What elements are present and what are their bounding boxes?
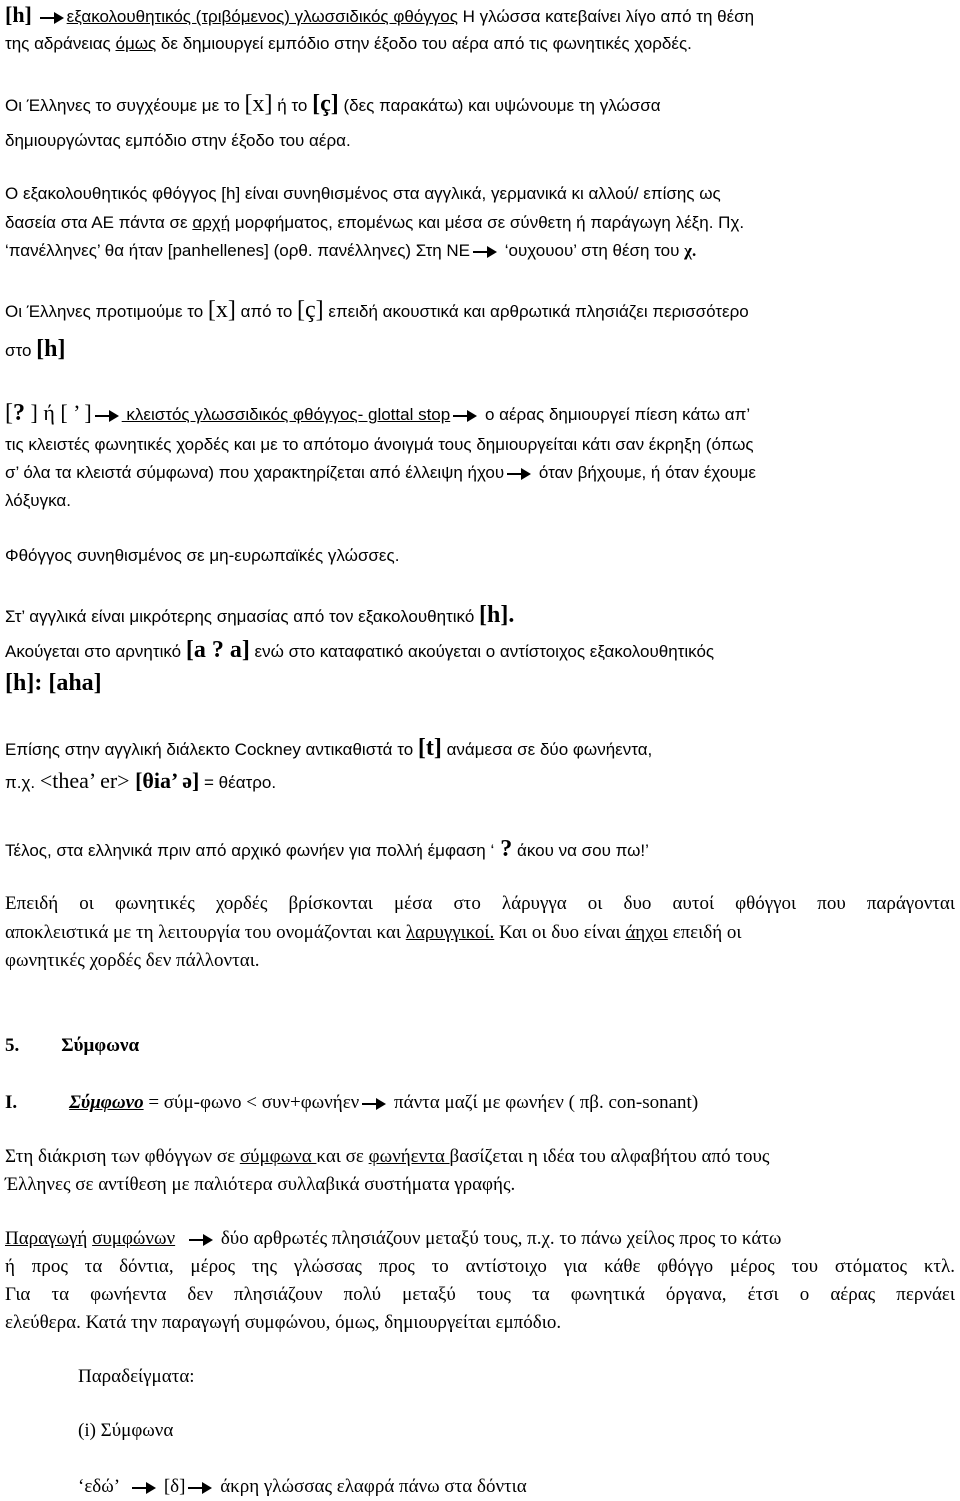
paragraph-line: [5, 212, 955, 234]
underlined-word: Παραγωγή: [5, 1228, 88, 1249]
underlined-word: σύμφωνα: [239, 1146, 317, 1167]
paragraph-line: [5, 240, 955, 262]
underlined-word: άηχοι: [625, 922, 668, 943]
text: επειδή ακουστικά και αρθρωτικά πλησιάζει περισσότερο: [323, 302, 749, 321]
text: της αδράνειας: [5, 34, 116, 53]
paragraph-line: (i) Σύμφωνα: [78, 1420, 174, 1441]
text: βασίζεται η ιδέα του αλφαβήτου από τους: [449, 1146, 770, 1167]
phonetic-symbol: [h]: [36, 336, 66, 362]
text: όταν βήχουμε, ή όταν έχουμε: [534, 463, 756, 482]
paragraph-line: τις κλειστές φωνητικές χορδές και με το απότομο άνοιγμά τους δημιουργείται κάτι σαν έκρηξη (όπως: [5, 435, 754, 454]
text: μορφήματος, επομένως και μέσα σε σύνθετη ή παράγωγη λέξη. Πχ.: [230, 213, 745, 232]
phonetic-symbol: [ç]: [312, 91, 339, 117]
right-arrow-icon: [507, 468, 531, 480]
phonetic-symbol: [h]: [5, 2, 32, 27]
paragraph-line: [5, 922, 955, 944]
text: ‘ουχουου’ στη θέση του: [500, 241, 685, 260]
text: Επίσης στην αγγλική διάλεκτο Cockney αντικαθιστά το: [5, 740, 418, 759]
paragraph-line: Επειδή οι φωνητικές χορδές βρίσκονται μέσα στο λάρυγγα οι δυο αυτοί φθόγγοι που παράγονται: [5, 893, 955, 914]
text: άκου να σου πω!’: [512, 841, 649, 860]
text: Στη διάκριση των φθόγγων σε: [5, 1146, 240, 1167]
text: ενώ στο καταφατικό ακούγεται ο αντίστοιχος εξακολουθητικός: [249, 642, 715, 661]
text: Ακούγεται στο αρνητικό: [5, 642, 186, 661]
paragraph-line: [5, 1146, 955, 1168]
paragraph-line: [5, 338, 955, 362]
text: = θέατρο.: [199, 773, 277, 792]
section-heading: [5, 1035, 955, 1057]
text: άκρη γλώσσας ελαφρά πάνω στα δόντια: [215, 1476, 527, 1497]
paragraph-line: [5, 1092, 955, 1114]
text: επειδή οι: [667, 922, 742, 943]
example-word: <thea’ er>: [39, 768, 130, 793]
text: Οι Έλληνες προτιμούμε το: [5, 302, 208, 321]
paragraph-line: Για τα φωνήεντα δεν πλησιάζουν πολύ μεταξύ τους τα φωνητικά όργανα, έτσι ο αέρας περνάει: [5, 1284, 955, 1305]
paragraph-line: [5, 770, 955, 794]
underlined-word: συμφώνων: [92, 1228, 176, 1249]
section-number: 5.: [5, 1035, 20, 1056]
paragraph-line: Φθόγγος συνηθισμένος σε μη-ευρωπαϊκές γλώσσες.: [5, 546, 400, 565]
paragraph-line: [5, 639, 955, 663]
underlined-word: φωνήεντα: [368, 1146, 450, 1167]
paragraph-line: ή προς τα δόντια, μέρος της γλώσσας προς το αντίστοιχο για κάθε φθόγγο μέρος του στόματος κτλ.: [5, 1256, 955, 1277]
paragraph-line: [5, 737, 955, 761]
paragraph-line: [5, 604, 955, 628]
text: σ’ όλα τα κλειστά σύμφωνα) που χαρακτηρίζεται από έλλειψη ήχου: [5, 463, 505, 482]
text: αποκλειστικά με τη λειτουργία του ονομάζονται και: [5, 922, 406, 943]
phonetic-symbol: [x]: [207, 297, 236, 323]
text: Τέλος, στα ελληνικά πριν από αρχικό φωνήεν για πολλή έμφαση ‘: [5, 841, 495, 860]
text: ή το: [272, 96, 313, 115]
glottal-symbol: ?: [13, 400, 25, 426]
term: κλειστός γλωσσιδικός φθόγγος- glottal stop: [121, 405, 451, 424]
text: ανάμεσα σε δύο φωνήεντα,: [441, 740, 653, 759]
phonetic-transcription: [θia’ ə]: [129, 768, 200, 793]
right-arrow-icon: [453, 410, 477, 422]
phonetic-symbol: [x]: [244, 91, 273, 117]
text: και σε: [316, 1146, 369, 1167]
underlined-word: αρχή: [192, 213, 231, 232]
paragraph-line: δημιουργώντας εμπόδιο στην έξοδο του αέρα.: [5, 131, 351, 150]
text: Στ’ αγγλικά είναι μικρότερης σημασίας από τον εξακολουθητικό: [5, 607, 480, 626]
text: ‘πανέλληνες’ θα ήταν [panhellenes] (ορθ. πανέλληνες) Στη ΝΕ: [5, 241, 471, 260]
right-arrow-icon: [40, 12, 64, 24]
paragraph-line: [5, 402, 955, 426]
text: ] ή [ ’ ]: [25, 400, 92, 425]
underlined-word: λαρυγγικοί.: [405, 922, 495, 943]
text: δασεία στα ΑΕ πάντα σε: [5, 213, 193, 232]
paragraph-line: ελεύθερα. Κατά την παραγωγή συμφώνου, όμως, δημιουργείται εμπόδιο.: [5, 1312, 562, 1333]
text: [: [5, 400, 13, 426]
paragraph-line: Ο εξακολουθητικός φθόγγος [h] είναι συνηθισμένος στα αγγλικά, γερμανικά κι αλλού/ επίσης ως: [5, 184, 721, 203]
item-number: I.: [5, 1092, 18, 1113]
text: πάντα μαζί με φωνήεν ( πβ. con-sonant): [389, 1092, 699, 1113]
phonetic-symbol: [ç]: [297, 297, 324, 323]
paragraph-line: Έλληνες σε αντίθεση με παλιότερα συλλαβικά συστήματα γραφής.: [5, 1174, 516, 1195]
glottal-symbol: ?: [494, 836, 513, 862]
phonetic-symbol: [t]: [417, 735, 442, 761]
underlined-word: όμως: [115, 34, 157, 53]
example-word: ‘εδώ’: [78, 1476, 121, 1497]
section-title: Σύμφωνα: [61, 1035, 140, 1056]
text: = σύμ-φωνο < συν+φωνήεν: [143, 1092, 360, 1113]
text: δε δημιουργεί εμπόδιο στην έξοδο του αέρα από τις φωνητικές χορδές.: [156, 34, 692, 53]
text: από το: [235, 302, 298, 321]
text: ο αέρας δημιουργεί πίεση κάτω απ’: [480, 405, 751, 424]
text: Η γλώσσα κατεβαίνει λίγο από τη θέση: [457, 7, 755, 26]
paragraph-line: λόξυγκα.: [5, 491, 71, 510]
paragraph-line: [78, 1476, 960, 1498]
text: π.χ.: [5, 773, 40, 792]
phonetic-symbol: [a ? a]: [185, 637, 250, 663]
right-arrow-icon: [473, 246, 497, 258]
text: (δες παρακάτω) και υψώνουμε τη γλώσσα: [338, 96, 661, 115]
phonetic-symbol: [δ]: [159, 1476, 186, 1497]
text: δύο αρθρωτές πλησιάζουν μεταξύ τους, π.χ. το πάνω χείλος προς το κάτω: [216, 1228, 782, 1249]
right-arrow-icon: [189, 1234, 213, 1246]
paragraph-line: [5, 4, 955, 28]
paragraph-line: [5, 93, 955, 117]
term: Σύμφωνο: [69, 1092, 144, 1113]
right-arrow-icon: [362, 1098, 386, 1110]
paragraph-line: [h]: [aha]: [5, 670, 102, 696]
paragraph-line: [5, 33, 955, 55]
term: εξακολουθητικός (τριβόμενος) γλωσσιδικός φθόγγος: [66, 7, 458, 26]
paragraph-line: Παραδείγματα:: [78, 1366, 195, 1387]
phonetic-symbol: [h].: [479, 602, 515, 628]
paragraph-line: [5, 1228, 955, 1250]
right-arrow-icon: [188, 1482, 212, 1494]
text: Οι Έλληνες το συγχέουμε με το: [5, 96, 245, 115]
text: Και οι δυο είναι: [494, 922, 626, 943]
text: στο: [5, 341, 37, 360]
right-arrow-icon: [132, 1482, 156, 1494]
paragraph-line: [5, 462, 955, 484]
paragraph-line: [5, 299, 955, 323]
right-arrow-icon: [95, 410, 119, 422]
text: χ.: [684, 241, 697, 260]
paragraph-line: [5, 838, 955, 862]
paragraph-line: φωνητικές χορδές δεν πάλλονται.: [5, 950, 260, 971]
